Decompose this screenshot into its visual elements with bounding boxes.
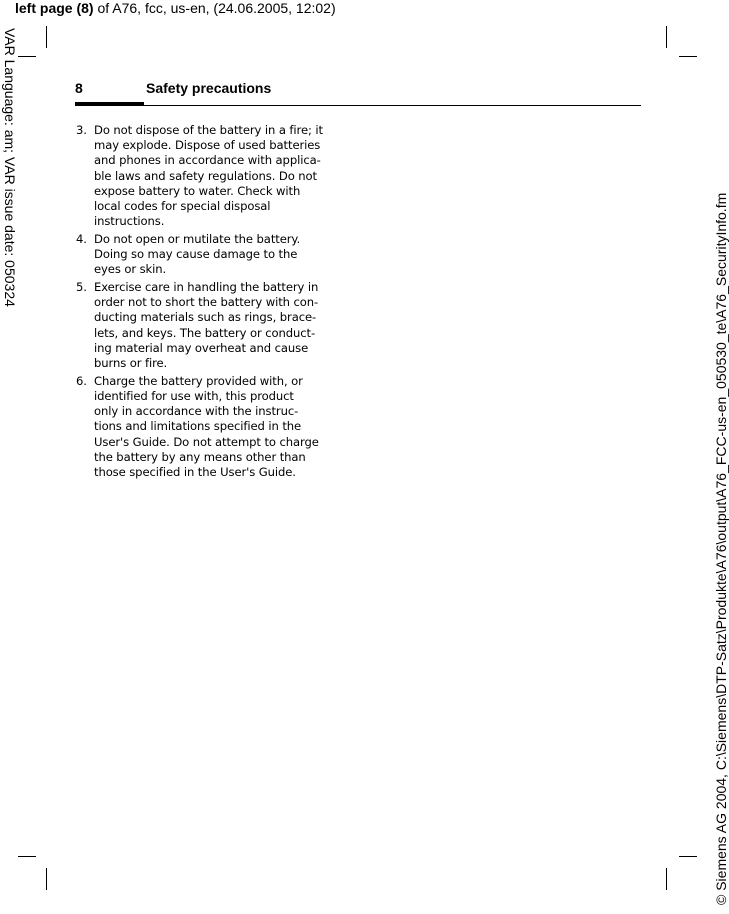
text-line: order not to short the battery with con- bbox=[94, 295, 319, 310]
text-line: lets, and keys. The battery or conduct- bbox=[94, 325, 316, 340]
text-line: identified for use with, this product bbox=[94, 388, 294, 403]
item-number: 6. bbox=[76, 373, 87, 388]
crop-mark bbox=[46, 26, 47, 48]
crop-mark bbox=[666, 868, 667, 890]
text-line: Exercise care in handling the battery in bbox=[94, 280, 319, 295]
text-line: burns or fire. bbox=[94, 356, 168, 371]
text-line: expose battery to water. Check with bbox=[94, 183, 301, 198]
print-slug bbox=[15, 0, 336, 16]
text-line: ducting materials such as rings, brace- bbox=[94, 310, 317, 325]
item-text bbox=[94, 374, 348, 480]
text-line: eyes or skin. bbox=[94, 262, 167, 277]
item-text bbox=[94, 280, 348, 371]
left-margin-info bbox=[0, 28, 20, 328]
copyright-path-text: © Siemens AG 2004, C:\Siemens\DTP-Satz\Produkte\A76\output\A76_FCC-us-en_050530_te\A76_SecurityInfo.fm bbox=[713, 192, 729, 905]
text-line: those specified in the User's Guide. bbox=[94, 464, 296, 479]
safety-list bbox=[76, 123, 348, 483]
header-rule-thick bbox=[75, 102, 144, 106]
text-line: tions and limitations specified in the bbox=[94, 419, 302, 434]
list-item bbox=[76, 232, 348, 278]
text-line: ble laws and safety regulations. Do not bbox=[94, 168, 317, 183]
text-line: instructions. bbox=[94, 214, 165, 229]
right-margin-info bbox=[695, 0, 729, 914]
crop-mark bbox=[46, 868, 47, 890]
text-line: Do not dispose of the battery in a fire; it bbox=[94, 123, 323, 137]
crop-mark bbox=[666, 26, 667, 48]
text-line: Charge the battery provided with, or bbox=[94, 373, 303, 388]
text-line: User's Guide. Do not attempt to charge bbox=[94, 434, 319, 449]
item-number: 5. bbox=[76, 280, 87, 295]
item-number: 3. bbox=[76, 123, 87, 137]
text-line: ing material may overheat and cause bbox=[94, 340, 309, 355]
list-item bbox=[76, 280, 348, 371]
text-line: Doing so may cause damage to the bbox=[94, 247, 298, 262]
var-language-text: VAR Language: am; VAR issue date: 050324 bbox=[2, 28, 18, 307]
text-line: may explode. Dispose of used batteries bbox=[94, 138, 321, 153]
text-line: only in accordance with the instruc- bbox=[94, 404, 299, 419]
item-text bbox=[94, 123, 348, 229]
crop-mark bbox=[18, 56, 36, 57]
item-number: 4. bbox=[76, 231, 87, 246]
text-line: and phones in accordance with applica- bbox=[94, 153, 321, 168]
section-title: Safety precautions bbox=[146, 80, 272, 96]
list-item bbox=[76, 123, 348, 229]
text-line: Do not open or mutilate the battery. bbox=[94, 231, 301, 246]
page-number: 8 bbox=[75, 80, 83, 96]
header-rule-thin bbox=[144, 105, 641, 106]
slug-page-label: left page (8) bbox=[15, 0, 94, 16]
list-item bbox=[76, 374, 348, 480]
crop-mark bbox=[18, 856, 36, 857]
text-line: local codes for special disposal bbox=[94, 199, 271, 214]
text-line: the battery by any means other than bbox=[94, 449, 306, 464]
slug-details: of A76, fcc, us-en, (24.06.2005, 12:02) bbox=[93, 0, 336, 16]
item-text bbox=[94, 232, 348, 278]
